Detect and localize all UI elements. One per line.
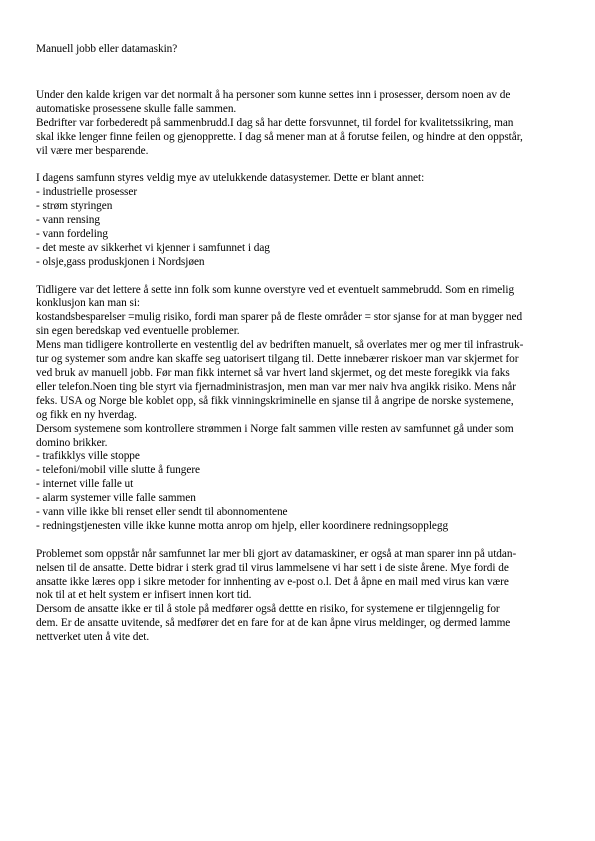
paragraph-gap — [36, 270, 564, 284]
text-line: kostandsbesparelser =mulig risiko, fordi man sparer på de fleste områder = stor sjanse for at man bygger ned — [36, 311, 523, 324]
paragraph-cold-war — [36, 89, 564, 159]
list-item: - internet ville falle ut — [36, 478, 134, 491]
text-line: dem. Er de ansatte uvitende, så medfører det en fare for at de kan åpne virus meldinger, og dermed lamme — [36, 617, 511, 630]
text-line: Dersom de ansatte ikke er til å stole på medfører også dettte en risiko, for systemene er tilgjenngelig for — [36, 603, 500, 616]
text-line: ved bruk av manuell jobb. Før man fikk internet så var hvert land skjermet, og det meste foregikk via faks — [36, 367, 510, 379]
list-item: - strøm styringen — [36, 200, 113, 213]
text-line: konklusjon kan man si: — [36, 297, 141, 310]
list-item: - olsje,gass produskjonen i Nordsjøen — [36, 255, 205, 268]
list-item: - redningstjenesten ville ikke kunne motta anrop om hjelp, eller koordinere redningsopplegg — [36, 519, 449, 532]
list-item: - vann fordeling — [36, 227, 108, 240]
text-line: nok til at et helt system er infisert innen kort tid. — [36, 589, 252, 602]
paragraph-gap — [36, 534, 564, 548]
paragraph-earlier — [36, 284, 564, 534]
text-line: Problemet som oppstår når samfunnet lar mer bli gjort av datamaskiner, er også at man sparer inn på utdan- — [36, 547, 517, 560]
text-line: nelsen til de ansatte. Dette bidrar i sterk grad til virus lammelsene vi har sett i de siste årene. Mye fordi de — [36, 561, 509, 574]
text-line: Bedrifter var forbederedt på sammenbrudd.I dag så har dette forsvunnet, til fordel for kvalitetssikring, man — [36, 116, 514, 129]
document-title: Manuell jobb eller datamaskin? — [36, 43, 178, 55]
document-page — [36, 43, 564, 645]
paragraph-problem — [36, 548, 564, 645]
list-item: - trafikklys ville stoppe — [36, 450, 140, 463]
text-line: Tidligere var det lettere å sette inn folk som kunne overstyre ved et eventuelt sammebrudd. Som en rimelig — [36, 283, 515, 296]
text-line: tur og systemer som andre kan skaffe seg uatorisert tilgang til. Dette innebærer riskoer man var skjermet for — [36, 353, 519, 366]
text-line: vil være mer besparende. — [36, 144, 149, 157]
text-line: automatiske prosessene skulle falle sammen. — [36, 102, 237, 115]
text-line: Mens man tidligere kontrollerte en vestentlig del av bedriften manuelt, så overlates mer og mer til infrastruk- — [36, 339, 524, 352]
list-item: - vann ville ikke bli renset eller sendt til abonnomentene — [36, 506, 288, 519]
text-line: eller telefon.Noen ting ble styrt via fjernadministrasjon, men man var mer naiv hva angikk risiko. Mens når — [36, 380, 516, 393]
list-item: - alarm systemer ville falle sammen — [36, 492, 196, 505]
list-item: - telefoni/mobil ville slutte å fungere — [36, 464, 201, 477]
list-item: - vann rensing — [36, 214, 100, 227]
text-line: feks. USA og Norge ble koblet opp, så fikk vinningskriminelle en sjanse til å angripe de norske systemene, — [36, 394, 514, 407]
text-line: skal ikke lenger finne feilen og gjenopprette. I dag så mener man at å forutse feilen, og hindre at den oppstår, — [36, 130, 523, 143]
text-line: og fikk en ny hverdag. — [36, 408, 137, 421]
text-line: I dagens samfunn styres veldig mye av utelukkende datasystemer. Dette er blant annet: — [36, 172, 425, 185]
paragraph-gap — [36, 158, 564, 172]
text-line: domino brikker. — [36, 436, 108, 449]
list-item: - det meste av sikkerhet vi kjenner i samfunnet i dag — [36, 241, 270, 254]
text-line: sin egen beredskap ved eventuelle problemer. — [36, 325, 240, 338]
paragraph-data-systems — [36, 172, 564, 269]
text-line: Under den kalde krigen var det normalt å ha personer som kunne settes inn i prosesser, dersom noen av de — [36, 88, 511, 101]
text-line: nettverket uten å vite det. — [36, 631, 150, 644]
text-line: ansatte ikke læres opp i sikre metoder for innhenting av e-post o.l. Det å åpne en mail med virus kan være — [36, 575, 509, 588]
text-line: Dersom systemene som kontrollere strømmen i Norge falt sammen ville resten av samfunnet gå under som — [36, 422, 514, 435]
list-item: - industrielle prosesser — [36, 186, 138, 199]
